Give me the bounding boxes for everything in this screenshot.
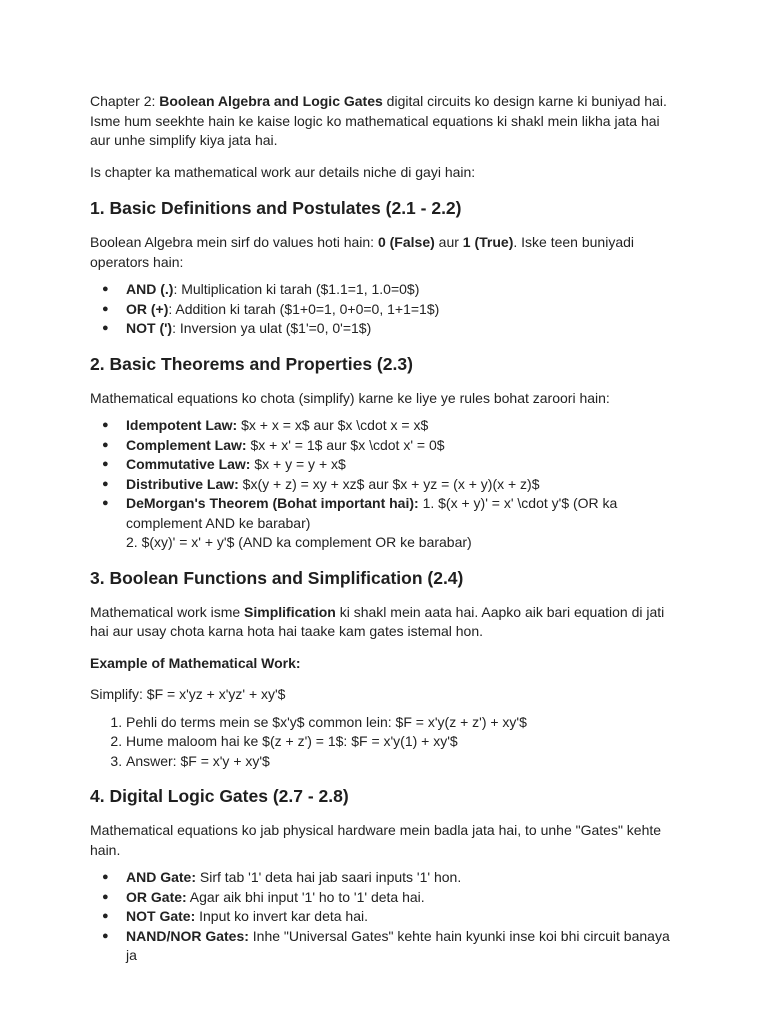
item-text: $x + x = x$ aur $x \cdot x = x$ bbox=[237, 417, 429, 433]
item-text: $x + y = y + x$ bbox=[250, 456, 346, 472]
item-text: Sirf tab '1' deta hai jab saari inputs '1' hon. bbox=[196, 869, 462, 885]
s1-text-2: aur bbox=[434, 234, 463, 250]
s1-bold-2: 1 (True) bbox=[462, 234, 514, 250]
item-term: OR Gate: bbox=[126, 888, 187, 905]
section-4-heading: 4. Digital Logic Gates (2.7 - 2.8) bbox=[90, 786, 349, 806]
list-item bbox=[126, 280, 678, 300]
item-text-line2: 2. $(xy)' = x' + y'$ (AND ka complement OR ke barabar) bbox=[126, 534, 472, 550]
section-2-list bbox=[90, 416, 678, 553]
section-2-heading: 2. Basic Theorems and Properties (2.3) bbox=[90, 353, 413, 374]
section-1-heading: 1. Basic Definitions and Postulates (2.1 - 2.2) bbox=[90, 198, 462, 218]
item-text: 1. $(x + y)' = x' \cdot y'$ (OR ka complement AND ke barabar) bbox=[126, 495, 618, 531]
section-4-paragraph: Mathematical equations ko jab physical hardware mein badla jata hai, to unhe "Gates" kehte hain. bbox=[90, 822, 662, 858]
item-text: : Multiplication ki tarah ($1.1=1, 1.0=0$) bbox=[173, 281, 420, 297]
item-term: Distributive Law: bbox=[126, 475, 239, 492]
list-item bbox=[126, 888, 678, 908]
s1-bold-1: 0 (False) bbox=[377, 234, 435, 250]
s3-text-2: ki shakl mein aata hai. Aapko aik bari equation di jati hai aur usay chota karna hota hai taake kam gates istemal hon. bbox=[90, 603, 665, 639]
section-3-paragraph bbox=[90, 603, 678, 642]
simplify-statement: Simplify: $F = x'yz + x'yz' + xy'$ bbox=[90, 686, 286, 702]
section-1-paragraph bbox=[90, 233, 678, 272]
list-item bbox=[126, 927, 678, 966]
s3-text-1: Mathematical work isme bbox=[90, 603, 245, 620]
list-item bbox=[126, 436, 678, 456]
list-item bbox=[126, 907, 678, 927]
item-text: $x + x' = 1$ aur $x \cdot x' = 0$ bbox=[246, 436, 445, 453]
item-text: : Inversion ya ulat ($1'=0, 0'=1$) bbox=[172, 320, 372, 336]
list-item bbox=[126, 868, 678, 888]
s3-bold-1: Simplification bbox=[244, 603, 336, 620]
item-text: Input ko invert kar deta hai. bbox=[195, 908, 368, 924]
section-2-paragraph: Mathematical equations ko chota (simplify) karne ke liye ye rules bohat zaroori hain: bbox=[90, 389, 610, 406]
item-term: NAND/NOR Gates: bbox=[126, 927, 249, 944]
step-item: 3. Answer: $F = x'y + xy'$ bbox=[126, 752, 678, 772]
example-title bbox=[90, 654, 678, 674]
list-item bbox=[126, 494, 678, 553]
step-item: 2. Hume maloom hai ke $(z + z') = 1$: $F = x'y(1) + xy'$ bbox=[126, 732, 678, 752]
item-term: Commutative Law: bbox=[126, 456, 251, 472]
s1-text-1: Boolean Algebra mein sirf do values hoti hain: bbox=[90, 234, 378, 250]
list-item bbox=[126, 475, 678, 495]
section-1-list bbox=[90, 280, 678, 339]
item-text: $x(y + z) = xy + xz$ aur $x + yz = (x + y)(x + z)$ bbox=[238, 475, 540, 492]
section-3-steps bbox=[90, 713, 678, 772]
intro-note: Is chapter ka mathematical work aur details niche di gayi hain: bbox=[90, 163, 476, 180]
section-3-heading: 3. Boolean Functions and Simplification (2.4) bbox=[90, 567, 464, 588]
step-item: 1. Pehli do terms mein se $x'y$ common lein: $F = x'y(z + z') + xy'$ bbox=[126, 713, 678, 733]
item-text: Inhe "Universal Gates" kehte hain kyunki inse koi bhi circuit banaya ja bbox=[126, 927, 670, 963]
intro-suffix: digital circuits ko design karne ki buniyad hai. Isme hum seekhte hain ke kaise logic ko mathematical equations ki shakl mein likha jata hai aur unhe simplify kiya jata hai. bbox=[90, 93, 667, 148]
item-term: Idempotent Law: bbox=[126, 417, 238, 433]
item-term: AND Gate: bbox=[126, 869, 197, 885]
item-term: DeMorgan's Theorem (Bohat important hai): bbox=[126, 495, 419, 511]
item-term: NOT (') bbox=[126, 320, 173, 336]
item-text: : Addition ki tarah ($1+0=1, 0+0=0, 1+1=1$) bbox=[168, 300, 440, 317]
s1-text-3: . Iske teen buniyadi operators hain: bbox=[90, 234, 635, 270]
intro-paragraph bbox=[90, 92, 678, 151]
item-term: NOT Gate: bbox=[126, 908, 196, 924]
item-term: OR (+) bbox=[126, 300, 169, 317]
list-item bbox=[126, 416, 678, 436]
chapter-title: Boolean Algebra and Logic Gates bbox=[159, 93, 383, 109]
item-term: AND (.) bbox=[126, 281, 174, 297]
list-item bbox=[126, 319, 678, 339]
list-item bbox=[126, 455, 678, 475]
example-title-text: Example of Mathematical Work: bbox=[90, 654, 301, 671]
item-text: Agar aik bhi input '1' ho to '1' deta hai. bbox=[186, 888, 425, 905]
section-4-list bbox=[90, 868, 678, 966]
item-term: Complement Law: bbox=[126, 436, 247, 453]
intro-prefix: Chapter 2: bbox=[90, 93, 160, 109]
list-item bbox=[126, 300, 678, 320]
